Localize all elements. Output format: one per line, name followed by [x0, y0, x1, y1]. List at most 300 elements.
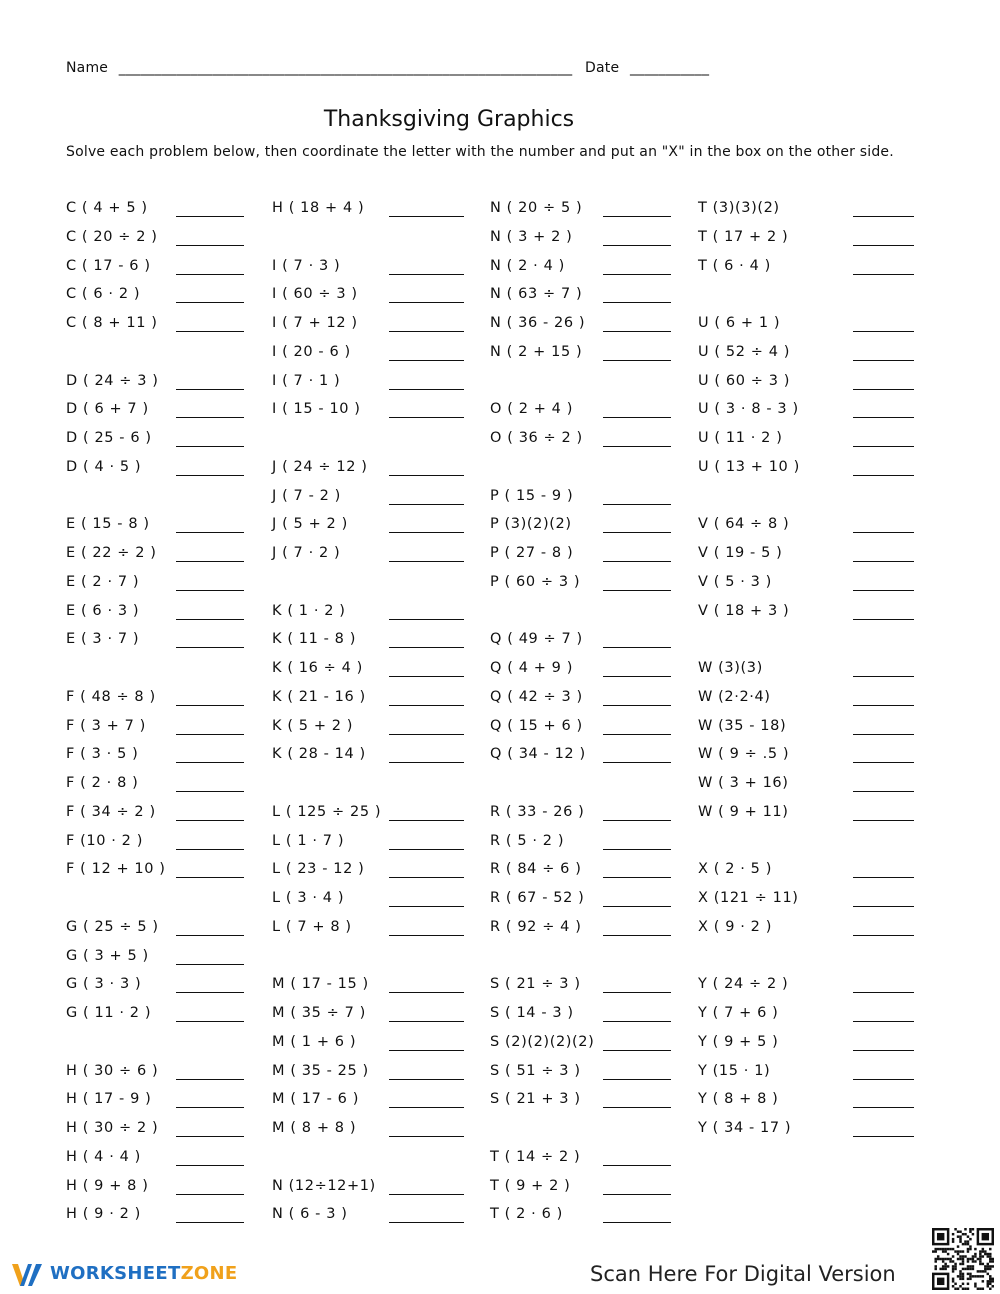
- answer-blank[interactable]: [389, 1222, 464, 1223]
- name-label: Name: [66, 60, 109, 76]
- answer-blank[interactable]: [603, 705, 671, 706]
- problem-text: Y ( 8 + 8 ): [698, 1091, 779, 1108]
- problem-text: W (3)(3): [698, 660, 763, 676]
- answer-blank[interactable]: [389, 1107, 464, 1108]
- problem-text: Q ( 4 + 9 ): [490, 660, 573, 676]
- problem-row: [66, 574, 244, 598]
- answer-blank[interactable]: [176, 446, 244, 447]
- answer-blank[interactable]: [853, 389, 914, 390]
- problem-text: M ( 17 - 15 ): [272, 976, 369, 993]
- answer-blank[interactable]: [176, 935, 244, 936]
- problem-row: [698, 689, 914, 713]
- problem-text: F ( 34 ÷ 2 ): [66, 803, 156, 820]
- problem-row: [490, 919, 671, 943]
- problem-row: [66, 459, 244, 483]
- problem-text: W (35 - 18): [698, 717, 787, 734]
- problem-text: R ( 67 - 52 ): [490, 890, 585, 906]
- problem-row: [698, 861, 914, 885]
- answer-blank[interactable]: [853, 762, 914, 763]
- problem-row: [490, 861, 671, 885]
- problem-text: H ( 30 ÷ 2 ): [66, 1120, 159, 1136]
- problem-row: [272, 919, 464, 943]
- problem-text: N (12÷12+1): [272, 1177, 376, 1194]
- name-field[interactable]: _______________________________________________________________: [118, 60, 573, 76]
- problem-text: K ( 11 - 8 ): [272, 631, 356, 648]
- problem-text: I ( 60 ÷ 3 ): [272, 286, 358, 303]
- problem-text: M ( 1 + 6 ): [272, 1033, 357, 1050]
- date-field[interactable]: ___________: [629, 60, 710, 76]
- answer-blank[interactable]: [603, 1222, 671, 1223]
- problem-text: N ( 2 · 4 ): [490, 257, 565, 274]
- answer-blank[interactable]: [853, 935, 914, 936]
- problem-row: [66, 1178, 244, 1202]
- problem-text: F ( 3 · 5 ): [66, 746, 139, 763]
- problem-text: K ( 28 - 14 ): [272, 746, 366, 763]
- problem-row: [698, 373, 914, 397]
- problem-row: [490, 1063, 671, 1087]
- answer-blank[interactable]: [389, 734, 464, 735]
- problem-text: R ( 33 - 26 ): [490, 803, 585, 820]
- problem-text: C ( 8 + 11 ): [66, 315, 158, 331]
- problem-row: [272, 603, 464, 627]
- answer-blank[interactable]: [853, 274, 914, 275]
- problem-row: [66, 516, 244, 540]
- problem-row: [66, 545, 244, 569]
- problem-text: J ( 7 - 2 ): [272, 487, 341, 504]
- problem-text: Y ( 9 + 5 ): [698, 1033, 779, 1050]
- problem-row: [698, 1120, 914, 1144]
- answer-blank[interactable]: [853, 590, 914, 591]
- answer-blank[interactable]: [389, 389, 464, 390]
- problem-row: [490, 574, 671, 598]
- problem-row: [272, 1206, 464, 1230]
- problem-text: F ( 48 ÷ 8 ): [66, 688, 156, 705]
- answer-blank[interactable]: [853, 791, 914, 792]
- problem-row: [272, 516, 464, 540]
- problem-row: [698, 574, 914, 598]
- answer-blank[interactable]: [603, 274, 671, 275]
- problem-row: [66, 1091, 244, 1115]
- answer-blank[interactable]: [389, 360, 464, 361]
- problem-text: N ( 2 + 15 ): [490, 343, 583, 360]
- instructions: Solve each problem below, then coordinate the letter with the number and put an "X" in the box on the other side.: [66, 144, 894, 160]
- problem-text: W ( 3 + 16): [698, 775, 789, 791]
- problem-text: S ( 21 + 3 ): [490, 1091, 581, 1108]
- answer-blank[interactable]: [389, 561, 464, 562]
- answer-blank[interactable]: [603, 1021, 671, 1022]
- problem-text: H ( 30 ÷ 6 ): [66, 1062, 159, 1079]
- answer-blank[interactable]: [853, 820, 914, 821]
- date-label: Date: [585, 60, 620, 76]
- problem-text: S ( 51 ÷ 3 ): [490, 1062, 581, 1079]
- answer-blank[interactable]: [389, 1079, 464, 1080]
- answer-blank[interactable]: [389, 1194, 464, 1195]
- problem-row: [698, 1005, 914, 1029]
- problem-row: [490, 1178, 671, 1202]
- problem-text: M ( 35 - 25 ): [272, 1062, 369, 1079]
- problem-text: O ( 36 ÷ 2 ): [490, 430, 583, 446]
- problem-text: L ( 23 - 12 ): [272, 861, 365, 878]
- answer-blank[interactable]: [853, 1021, 914, 1022]
- problem-text: V ( 64 ÷ 8 ): [698, 516, 790, 533]
- problem-row: [490, 833, 671, 857]
- answer-blank[interactable]: [603, 245, 671, 246]
- problem-text: G ( 25 ÷ 5 ): [66, 918, 159, 935]
- answer-blank[interactable]: [176, 389, 244, 390]
- problem-text: W ( 9 + 11): [698, 803, 789, 820]
- problem-text: H ( 17 - 9 ): [66, 1091, 152, 1108]
- problem-text: T ( 9 + 2 ): [490, 1177, 571, 1194]
- problem-row: [698, 258, 914, 282]
- problem-text: Q ( 15 + 6 ): [490, 717, 583, 734]
- answer-blank[interactable]: [176, 734, 244, 735]
- answer-blank[interactable]: [176, 705, 244, 706]
- answer-blank[interactable]: [853, 216, 914, 217]
- problem-text: W (2·2·4): [698, 688, 771, 705]
- answer-blank[interactable]: [853, 446, 914, 447]
- problem-text: M ( 17 - 6 ): [272, 1091, 359, 1108]
- problem-text: M ( 35 ÷ 7 ): [272, 1005, 366, 1021]
- problem-text: R ( 84 ÷ 6 ): [490, 861, 582, 878]
- problem-row: [272, 804, 464, 828]
- answer-blank[interactable]: [389, 935, 464, 936]
- answer-blank[interactable]: [176, 331, 244, 332]
- problem-text: G ( 3 · 3 ): [66, 976, 142, 993]
- answer-blank[interactable]: [176, 1165, 244, 1166]
- answer-blank[interactable]: [389, 705, 464, 706]
- answer-blank[interactable]: [853, 360, 914, 361]
- answer-blank[interactable]: [603, 1050, 671, 1051]
- answer-blank[interactable]: [853, 561, 914, 562]
- answer-blank[interactable]: [603, 302, 671, 303]
- problem-row: [66, 718, 244, 742]
- problem-row: [272, 1005, 464, 1029]
- answer-blank[interactable]: [389, 762, 464, 763]
- problem-row: [698, 775, 914, 799]
- logo-word-worksheet: WORKSHEET: [50, 1262, 181, 1284]
- answer-blank[interactable]: [853, 676, 914, 677]
- qr-code-icon[interactable]: [932, 1228, 994, 1290]
- answer-blank[interactable]: [176, 302, 244, 303]
- answer-blank[interactable]: [176, 417, 244, 418]
- problem-row: [272, 660, 464, 684]
- answer-blank[interactable]: [853, 734, 914, 735]
- answer-blank[interactable]: [603, 877, 671, 878]
- answer-blank[interactable]: [389, 1021, 464, 1022]
- answer-blank[interactable]: [603, 734, 671, 735]
- problem-row: [490, 545, 671, 569]
- problem-text: L ( 7 + 8 ): [272, 918, 352, 935]
- problem-row: [490, 689, 671, 713]
- answer-blank[interactable]: [176, 561, 244, 562]
- problem-row: [66, 430, 244, 454]
- answer-blank[interactable]: [603, 762, 671, 763]
- problem-text: K ( 5 + 2 ): [272, 717, 354, 734]
- problem-row: [272, 459, 464, 483]
- problem-text: H ( 9 · 2 ): [66, 1206, 141, 1223]
- problem-text: K ( 16 ÷ 4 ): [272, 660, 363, 676]
- problem-row: [698, 746, 914, 770]
- answer-blank[interactable]: [853, 1050, 914, 1051]
- problem-text: H ( 9 + 8 ): [66, 1177, 149, 1194]
- answer-blank[interactable]: [603, 992, 671, 993]
- problem-row: [66, 775, 244, 799]
- problem-text: D ( 6 + 7 ): [66, 401, 149, 418]
- problem-text: S ( 21 ÷ 3 ): [490, 976, 581, 993]
- scan-text: Scan Here For Digital Version: [590, 1262, 896, 1286]
- problem-text: L ( 3 · 4 ): [272, 890, 345, 906]
- answer-blank[interactable]: [603, 906, 671, 907]
- problem-row: [698, 660, 914, 684]
- answer-blank[interactable]: [176, 590, 244, 591]
- answer-blank[interactable]: [389, 532, 464, 533]
- answer-blank[interactable]: [176, 1021, 244, 1022]
- problem-row: [490, 890, 671, 914]
- answer-blank[interactable]: [853, 877, 914, 878]
- problem-row: [490, 488, 671, 512]
- answer-blank[interactable]: [603, 1107, 671, 1108]
- answer-blank[interactable]: [853, 992, 914, 993]
- problem-text: U ( 6 + 1 ): [698, 315, 781, 331]
- answer-blank[interactable]: [603, 417, 671, 418]
- problem-text: I ( 20 - 6 ): [272, 343, 351, 360]
- problem-row: [698, 459, 914, 483]
- answer-blank[interactable]: [389, 992, 464, 993]
- answer-blank[interactable]: [853, 1136, 914, 1137]
- answer-blank[interactable]: [176, 1079, 244, 1080]
- problem-text: S (2)(2)(2)(2): [490, 1033, 595, 1050]
- answer-blank[interactable]: [389, 877, 464, 878]
- problem-text: K ( 21 - 16 ): [272, 688, 366, 705]
- answer-blank[interactable]: [853, 705, 914, 706]
- answer-blank[interactable]: [853, 417, 914, 418]
- answer-blank[interactable]: [389, 849, 464, 850]
- problem-text: G ( 11 · 2 ): [66, 1005, 152, 1021]
- problem-row: [698, 804, 914, 828]
- problem-text: U ( 13 + 10 ): [698, 458, 800, 475]
- problem-text: C ( 6 · 2 ): [66, 286, 141, 303]
- answer-blank[interactable]: [176, 245, 244, 246]
- problem-row: [272, 631, 464, 655]
- problem-row: [66, 286, 244, 310]
- problem-text: U ( 3 · 8 - 3 ): [698, 401, 799, 418]
- answer-blank[interactable]: [389, 475, 464, 476]
- answer-blank[interactable]: [176, 820, 244, 821]
- problem-row: [698, 545, 914, 569]
- answer-blank[interactable]: [853, 245, 914, 246]
- problem-row: [490, 746, 671, 770]
- problem-row: [698, 976, 914, 1000]
- problem-text: M ( 8 + 8 ): [272, 1120, 357, 1136]
- problem-row: [698, 1091, 914, 1115]
- problem-row: [272, 718, 464, 742]
- answer-blank[interactable]: [389, 216, 464, 217]
- problem-row: [490, 1206, 671, 1230]
- answer-blank[interactable]: [389, 619, 464, 620]
- answer-blank[interactable]: [176, 647, 244, 648]
- answer-blank[interactable]: [603, 676, 671, 677]
- problem-text: T ( 6 · 4 ): [698, 257, 771, 274]
- problem-row: [490, 804, 671, 828]
- problem-text: N ( 63 ÷ 7 ): [490, 286, 583, 303]
- answer-blank[interactable]: [603, 849, 671, 850]
- answer-blank[interactable]: [603, 590, 671, 591]
- problem-row: [66, 919, 244, 943]
- problem-text: Y (15 · 1): [698, 1062, 771, 1079]
- problem-text: P ( 60 ÷ 3 ): [490, 573, 581, 590]
- problem-row: [66, 1149, 244, 1173]
- answer-blank[interactable]: [176, 1107, 244, 1108]
- answer-blank[interactable]: [389, 820, 464, 821]
- problem-row: [66, 976, 244, 1000]
- answer-blank[interactable]: [176, 992, 244, 993]
- problem-row: [272, 746, 464, 770]
- problem-row: [272, 488, 464, 512]
- header-line: [66, 60, 709, 76]
- problem-text: F (10 · 2 ): [66, 832, 143, 849]
- answer-blank[interactable]: [603, 935, 671, 936]
- answer-blank[interactable]: [176, 274, 244, 275]
- answer-blank[interactable]: [603, 561, 671, 562]
- problem-row: [272, 258, 464, 282]
- answer-blank[interactable]: [603, 532, 671, 533]
- answer-blank[interactable]: [176, 964, 244, 965]
- problem-text: V ( 18 + 3 ): [698, 602, 790, 619]
- answer-blank[interactable]: [603, 820, 671, 821]
- problem-row: [490, 1149, 671, 1173]
- problem-text: I ( 7 · 1 ): [272, 372, 341, 389]
- problem-row: [272, 401, 464, 425]
- problem-text: D ( 4 · 5 ): [66, 458, 142, 475]
- answer-blank[interactable]: [603, 360, 671, 361]
- answer-blank[interactable]: [853, 331, 914, 332]
- problem-row: [272, 315, 464, 339]
- problem-row: [66, 603, 244, 627]
- problem-text: I ( 7 + 12 ): [272, 315, 358, 331]
- answer-blank[interactable]: [853, 619, 914, 620]
- problem-text: I ( 15 - 10 ): [272, 401, 361, 418]
- problem-text: L ( 1 · 7 ): [272, 832, 345, 849]
- problem-text: X (121 ÷ 11): [698, 890, 799, 906]
- answer-blank[interactable]: [389, 1136, 464, 1137]
- problem-row: [66, 948, 244, 972]
- problem-row: [490, 315, 671, 339]
- problem-row: [66, 401, 244, 425]
- problem-row: [698, 401, 914, 425]
- answer-blank[interactable]: [853, 475, 914, 476]
- problem-row: [490, 660, 671, 684]
- problem-text: Q ( 34 - 12 ): [490, 746, 586, 763]
- problem-text: N ( 36 - 26 ): [490, 315, 586, 331]
- answer-blank[interactable]: [389, 417, 464, 418]
- answer-blank[interactable]: [389, 676, 464, 677]
- answer-blank[interactable]: [603, 647, 671, 648]
- problem-row: [698, 430, 914, 454]
- logo-word-zone: ZONE: [180, 1262, 238, 1284]
- answer-blank[interactable]: [603, 1194, 671, 1195]
- answer-blank[interactable]: [603, 446, 671, 447]
- problem-text: F ( 2 · 8 ): [66, 775, 139, 791]
- answer-blank[interactable]: [389, 302, 464, 303]
- answer-blank[interactable]: [176, 1136, 244, 1137]
- problem-row: [490, 718, 671, 742]
- answer-blank[interactable]: [603, 504, 671, 505]
- answer-blank[interactable]: [603, 216, 671, 217]
- problem-text: E ( 2 · 7 ): [66, 573, 140, 590]
- problem-row: [490, 430, 671, 454]
- problem-row: [66, 1120, 244, 1144]
- answer-blank[interactable]: [176, 475, 244, 476]
- answer-blank[interactable]: [389, 331, 464, 332]
- problem-row: [698, 516, 914, 540]
- worksheetzone-logo: [10, 1258, 238, 1288]
- problem-row: [66, 689, 244, 713]
- answer-blank[interactable]: [389, 647, 464, 648]
- answer-blank[interactable]: [176, 849, 244, 850]
- answer-blank[interactable]: [389, 504, 464, 505]
- answer-blank[interactable]: [176, 791, 244, 792]
- problem-row: [272, 344, 464, 368]
- problem-text: J ( 5 + 2 ): [272, 516, 348, 533]
- answer-blank[interactable]: [603, 331, 671, 332]
- problem-row: [490, 258, 671, 282]
- problem-text: Q ( 49 ÷ 7 ): [490, 631, 583, 648]
- problem-text: F ( 3 + 7 ): [66, 717, 146, 734]
- problem-text: E ( 22 ÷ 2 ): [66, 545, 157, 561]
- answer-blank[interactable]: [176, 619, 244, 620]
- problem-row: [272, 1034, 464, 1058]
- answer-blank[interactable]: [389, 906, 464, 907]
- problem-text: V ( 5 · 3 ): [698, 573, 772, 590]
- problem-row: [66, 258, 244, 282]
- problem-text: U ( 11 · 2 ): [698, 430, 783, 446]
- problem-text: K ( 1 · 2 ): [272, 602, 346, 619]
- problem-row: [272, 689, 464, 713]
- logo-text: [50, 1263, 238, 1284]
- answer-blank[interactable]: [853, 1107, 914, 1108]
- answer-blank[interactable]: [603, 1079, 671, 1080]
- problem-text: D ( 25 - 6 ): [66, 430, 152, 446]
- problem-row: [272, 286, 464, 310]
- answer-blank[interactable]: [853, 1079, 914, 1080]
- problem-row: [698, 200, 914, 224]
- problem-text: N ( 6 - 3 ): [272, 1206, 348, 1223]
- answer-blank[interactable]: [176, 762, 244, 763]
- problem-row: [490, 229, 671, 253]
- problem-text: C ( 17 - 6 ): [66, 257, 151, 274]
- answer-blank[interactable]: [853, 532, 914, 533]
- answer-blank[interactable]: [176, 1194, 244, 1195]
- answer-blank[interactable]: [853, 906, 914, 907]
- problem-row: [698, 1063, 914, 1087]
- problem-row: [272, 861, 464, 885]
- answer-blank[interactable]: [176, 877, 244, 878]
- answer-blank[interactable]: [389, 274, 464, 275]
- problem-text: X ( 2 · 5 ): [698, 861, 772, 878]
- answer-blank[interactable]: [603, 1165, 671, 1166]
- problem-row: [490, 200, 671, 224]
- problem-row: [272, 200, 464, 224]
- problem-text: P (3)(2)(2): [490, 516, 572, 533]
- problem-text: R ( 5 · 2 ): [490, 832, 565, 849]
- problem-row: [698, 315, 914, 339]
- answer-blank[interactable]: [389, 1050, 464, 1051]
- answer-blank[interactable]: [176, 216, 244, 217]
- problem-row: [272, 1120, 464, 1144]
- answer-blank[interactable]: [176, 1222, 244, 1223]
- answer-blank[interactable]: [176, 532, 244, 533]
- problem-text: I ( 7 · 3 ): [272, 257, 341, 274]
